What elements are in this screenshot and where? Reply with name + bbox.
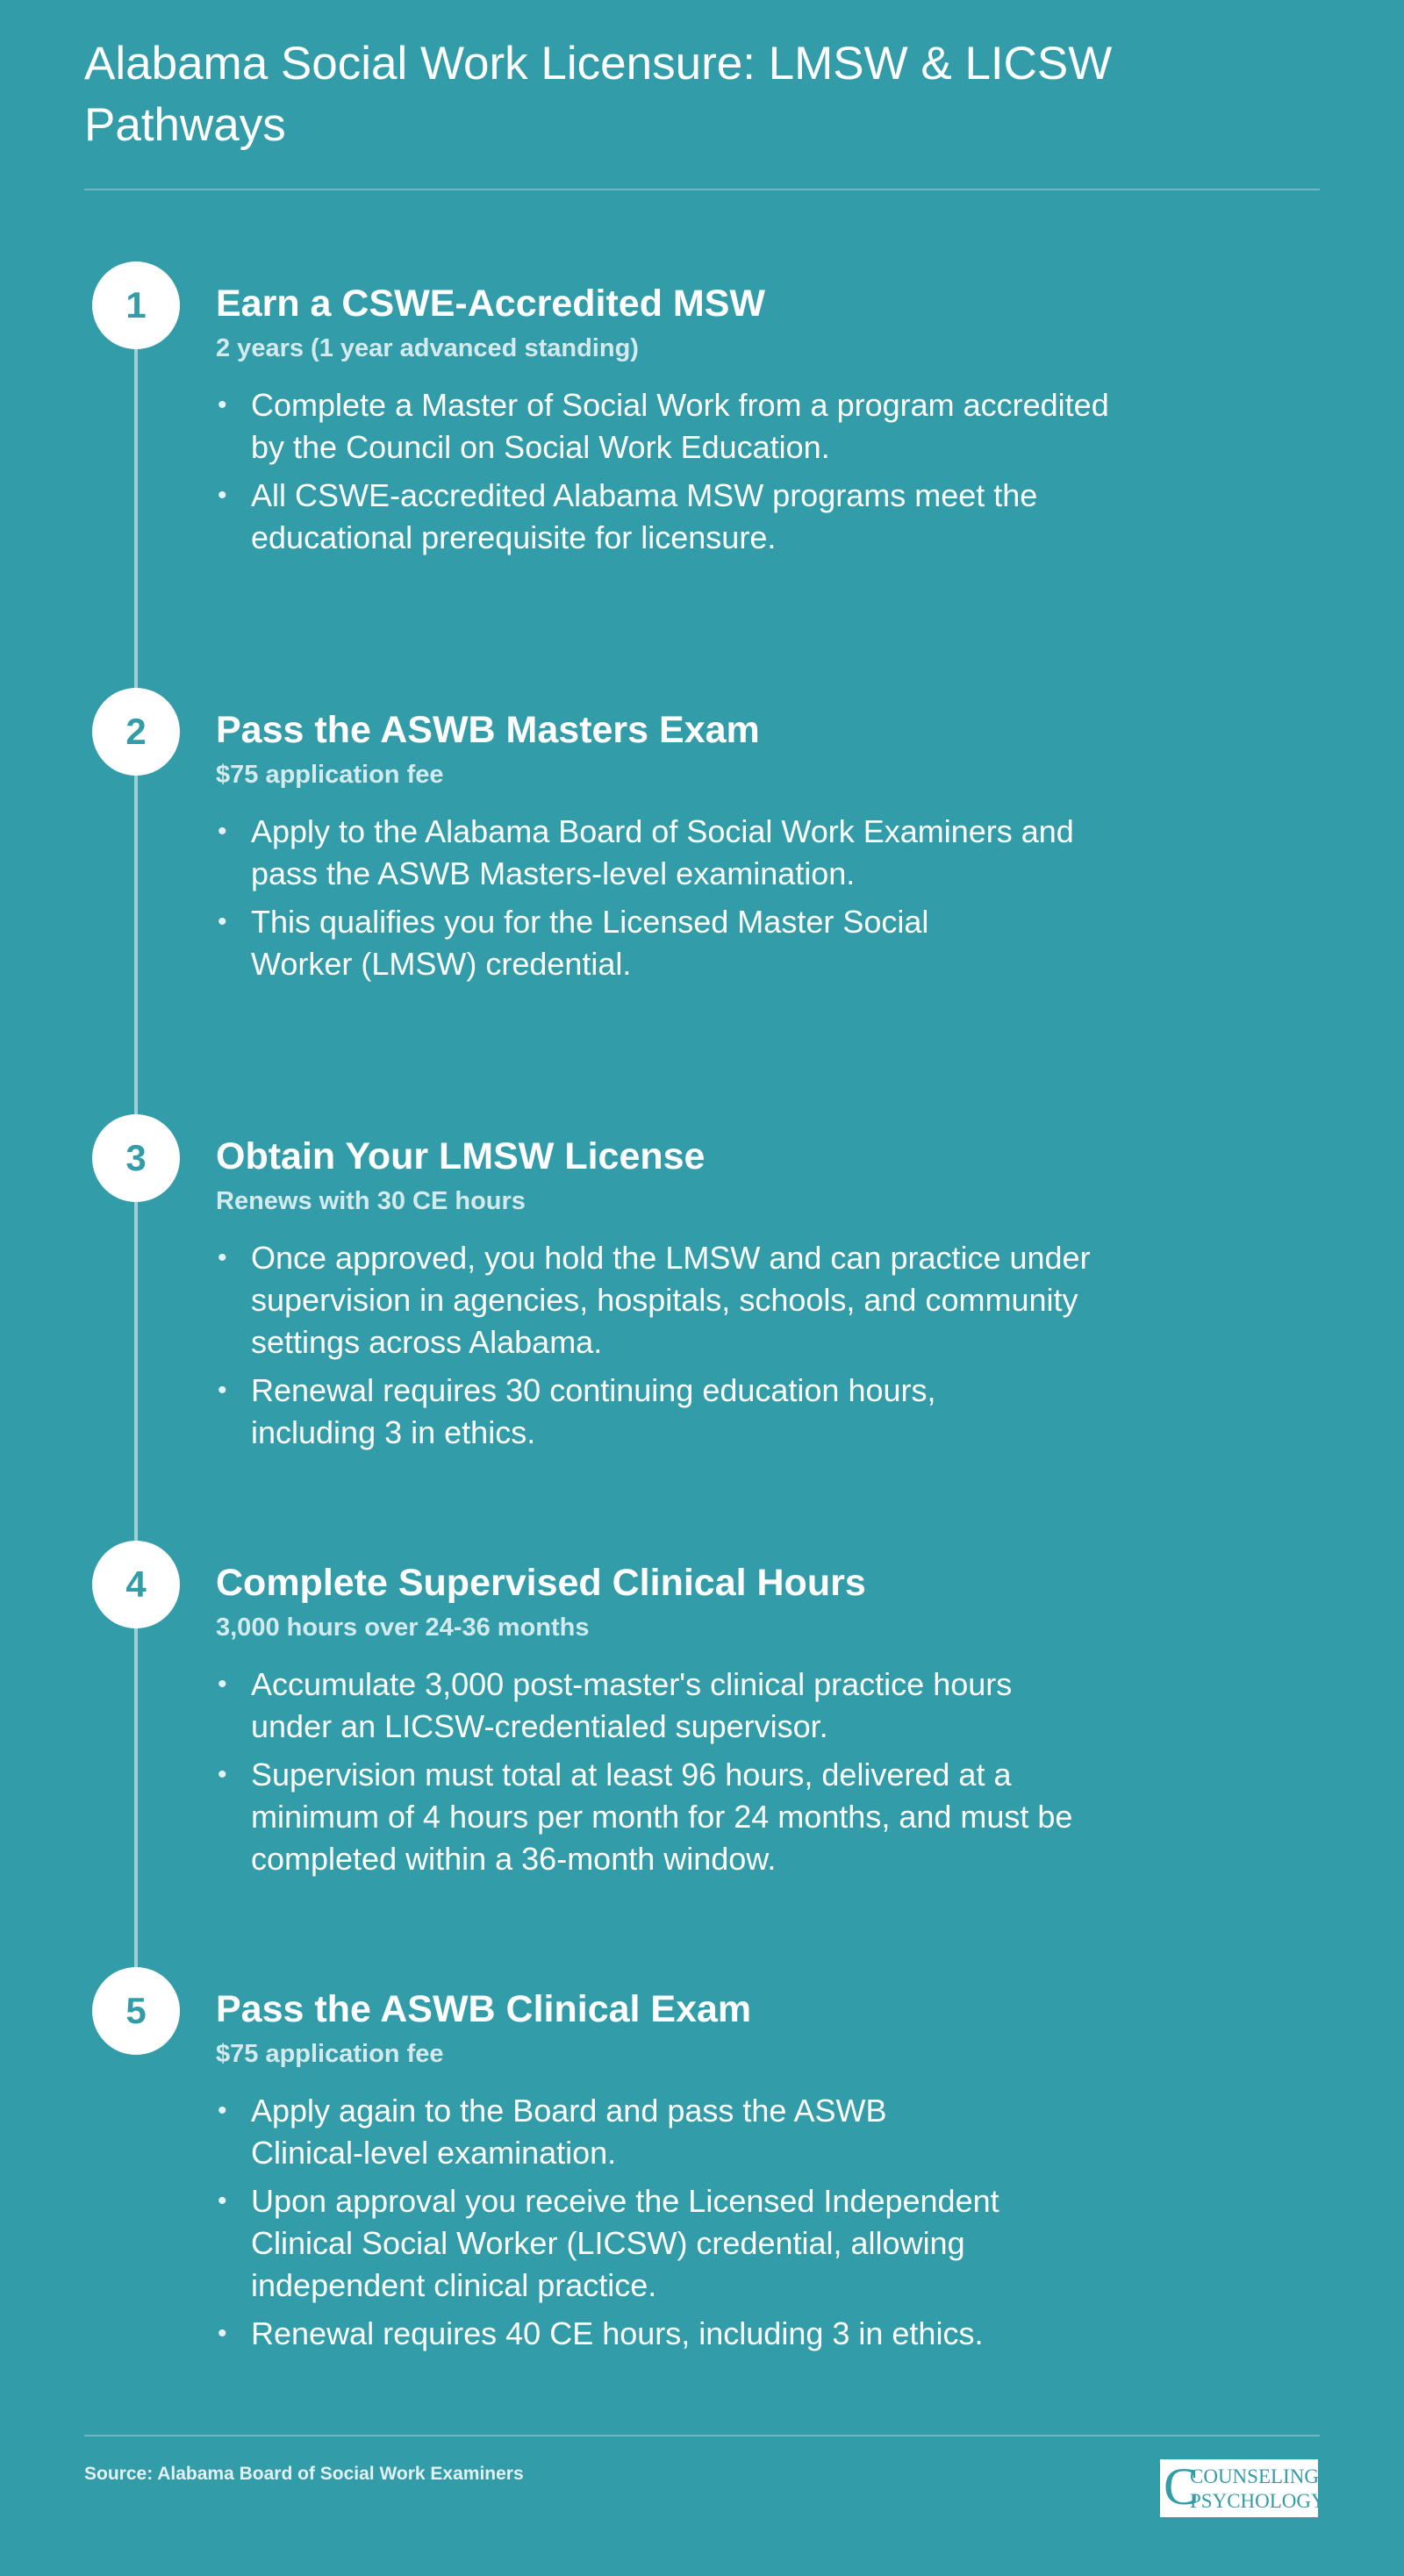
step-subtitle: Renews with 30 CE hours (216, 1187, 526, 1215)
bullet-item: • Once approved, you hold the LMSW and can practice under supervision in agencies, hospitals, schools, and community settings across Alabama. (216, 1237, 1146, 1363)
bullet-item: • Apply to the Alabama Board of Social Work Examiners and pass the ASWB Masters-level examination. (216, 811, 1137, 895)
logo-c-mark-icon: C (1164, 2458, 1200, 2515)
logo-text-line2: PSYCHOLOGY (1190, 2490, 1326, 2512)
bullet-item: • This qualifies you for the Licensed Master Social Worker (LMSW) credential. (216, 901, 988, 985)
step-title: Pass the ASWB Clinical Exam (216, 1988, 752, 2030)
step-title: Obtain Your LMSW License (216, 1135, 706, 1177)
counseling-psychology-logo (1160, 2458, 1326, 2517)
step-bullet-list (216, 1664, 1128, 1886)
step-bullet-list (216, 384, 1111, 565)
step-bullet-list (216, 1237, 1146, 1460)
step-bullet-list (216, 811, 1137, 991)
step-number-badge: 2 (92, 688, 180, 776)
bullet-item: • Renewal requires 30 continuing education hours, including 3 in ethics. (216, 1370, 1023, 1454)
bullet-item: • Accumulate 3,000 post-master's clinical practice hours under an LICSW-credentialed supervisor. (216, 1664, 1085, 1748)
step-number-badge: 4 (92, 1541, 180, 1628)
footer-divider (84, 2435, 1320, 2436)
logo-text-line1: COUNSELING (1190, 2465, 1319, 2487)
source-citation: Source: Alabama Board of Social Work Examiners (84, 2464, 524, 2484)
step-subtitle: $75 application fee (216, 2040, 444, 2068)
bullet-item: • Supervision must total at least 96 hours, delivered at a minimum of 4 hours per month for 24 months, and must be completed within a 36-month window. (216, 1754, 1128, 1880)
step-subtitle: 3,000 hours over 24-36 months (216, 1614, 590, 1642)
bullet-item: • Apply again to the Board and pass the ASWB Clinical-level examination. (216, 2090, 953, 2174)
step-title: Complete Supervised Clinical Hours (216, 1562, 866, 1604)
bullet-item: • Upon approval you receive the Licensed Independent Clinical Social Worker (LICSW) credential, allowing independent clinical practice. (216, 2180, 1058, 2307)
step-number-badge: 3 (92, 1114, 180, 1202)
bullet-item: • All CSWE-accredited Alabama MSW programs meet the educational prerequisite for licensure. (216, 475, 1111, 559)
bullet-item: • Complete a Master of Social Work from a program accredited by the Council on Social Work Education. (216, 384, 1111, 469)
step-number-badge: 5 (92, 1967, 180, 2055)
step-subtitle: $75 application fee (216, 761, 444, 789)
step-number-badge: 1 (92, 261, 180, 349)
header-divider (84, 189, 1320, 190)
step-subtitle: 2 years (1 year advanced standing) (216, 334, 639, 362)
step-bullet-list (216, 2090, 1093, 2361)
step-title: Earn a CSWE-Accredited MSW (216, 283, 765, 325)
step-title: Pass the ASWB Masters Exam (216, 709, 760, 751)
bullet-item: • Renewal requires 40 CE hours, including 3 in ethics. (216, 2313, 1093, 2355)
page-title: Alabama Social Work Licensure: LMSW & LICSW Pathways (84, 38, 1113, 151)
